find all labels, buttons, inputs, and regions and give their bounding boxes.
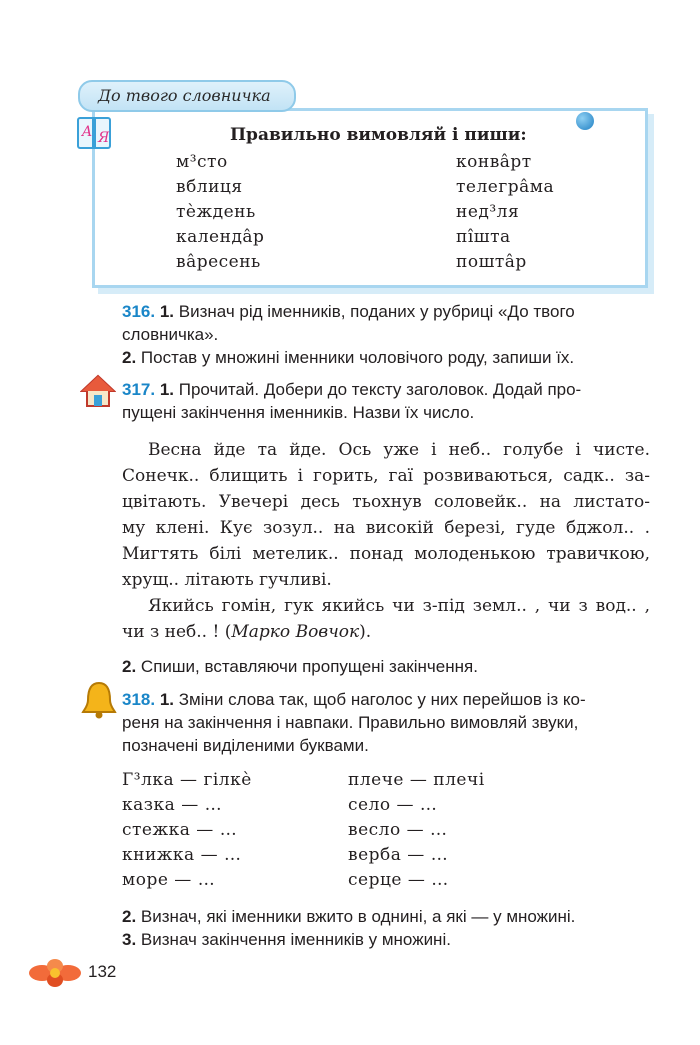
exercise-318-task-1-cont: позначені виділеними буквами. <box>122 736 369 755</box>
text-fragment: ). <box>359 622 372 642</box>
author: Марко Вовчок <box>231 622 360 642</box>
task-text: Прочитай. Добери до тексту заголовок. Додай про- <box>178 380 582 399</box>
exercise-317-task-1-cont: пущені закінчення іменників. Назви їх число. <box>122 403 475 422</box>
task-text: Спиши, вставляючи пропущені закінчення. <box>140 657 478 676</box>
task-text: Визнач рід іменників, поданих у рубриці «До твого <box>178 302 575 321</box>
text-line: Весна йде та йде. Ось уже і неб.. голубе і чисте. <box>148 440 650 460</box>
task-text: Визнач закінчення іменників у множині. <box>140 930 451 949</box>
exercise-318-task-2 <box>122 905 575 928</box>
word-pair-right: весло — … <box>348 820 448 840</box>
word-pair-right: верба — … <box>348 845 449 865</box>
text-line: му клені. Кує зозул.. на високій березі, гуде бджол.. . <box>122 518 650 538</box>
dict-word-left: вблиця <box>176 177 243 197</box>
text-line: цвітають. Увечері десь тьохнув соловейк.. на листато- <box>122 492 650 512</box>
task-number: 1. <box>159 302 175 321</box>
dict-word-right: конва̂рт <box>456 152 532 172</box>
word-pair-left: Г³лка — гілкѐ <box>122 770 252 790</box>
task-number: 1. <box>159 690 175 709</box>
task-number: 2. <box>122 348 137 367</box>
word-pair-left: стежка — … <box>122 820 238 840</box>
text-line: хрущ.. літають гучливі. <box>122 570 332 590</box>
dictionary-tab-label: До твого словничка <box>98 86 271 105</box>
svg-text:Я: Я <box>98 130 110 146</box>
dict-word-right: нед³ля <box>456 202 520 222</box>
exercise-316-task-1 <box>122 300 652 323</box>
word-pair-right: плече — плечі <box>348 770 485 790</box>
task-number: 1. <box>159 380 175 399</box>
text-fragment: чи з неб.. ! ( <box>122 622 232 642</box>
exercise-number: 318. <box>122 690 156 709</box>
exercise-318-task-3 <box>122 928 451 951</box>
exercise-number: 316. <box>122 302 156 321</box>
exercise-316-task-1-cont: словничка». <box>122 325 219 344</box>
word-pair-right: серце — … <box>348 870 449 890</box>
text-line: Сонечк.. блищить і горить, гаї розвиваються, садк.. за- <box>122 466 650 486</box>
dict-word-right: телегра̂ма <box>456 177 555 197</box>
dict-word-left: ва̂ресень <box>176 252 261 272</box>
text-line: Мигтять білі метелик.. понад молоденькою травичкою, <box>122 544 650 564</box>
task-number: 2. <box>122 907 137 926</box>
task-text: Постав у множині іменники чоловічого роду, запиши їх. <box>140 348 575 367</box>
dict-word-left: м³сто <box>176 152 228 172</box>
flower-icon <box>28 958 82 988</box>
house-icon <box>80 373 116 409</box>
exercise-318-task-1 <box>122 688 586 711</box>
word-pair-left: книжка — … <box>122 845 242 865</box>
svg-text:A: A <box>82 124 93 140</box>
exercise-317-task-2 <box>122 655 478 678</box>
exercise-317-task-1 <box>122 378 581 401</box>
decorative-dot-icon <box>576 112 594 130</box>
exercise-316-task-2 <box>122 346 574 369</box>
dict-word-left: календа̂р <box>176 227 265 247</box>
word-pair-left: казка — … <box>122 795 223 815</box>
task-text: Визнач, які іменники вжито в однині, а які — у множині. <box>140 907 576 926</box>
book-icon <box>76 114 112 152</box>
bell-icon <box>80 680 118 720</box>
text-line: Якийсь гомін, гук якийсь чи з-під земл.. , чи з вод.. , <box>148 596 650 616</box>
word-pair-left: море — … <box>122 870 216 890</box>
text-line-attribution <box>122 619 371 646</box>
task-text: Зміни слова так, щоб наголос у них перейшов із ко- <box>178 690 586 709</box>
task-number: 2. <box>122 657 137 676</box>
page-number: 132 <box>88 962 117 981</box>
dict-word-left: тѐждень <box>176 202 256 222</box>
dict-word-right: пі̂шта <box>456 227 511 247</box>
task-number: 3. <box>122 930 137 949</box>
exercise-318-task-1-cont: реня на закінчення і навпаки. Правильно вимовляй звуки, <box>122 713 579 732</box>
dict-word-right: пошта̂р <box>456 252 527 272</box>
word-pair-right: село — … <box>348 795 438 815</box>
dictionary-heading: Правильно вимовляй і пиши: <box>230 125 527 145</box>
exercise-number: 317. <box>122 380 156 399</box>
